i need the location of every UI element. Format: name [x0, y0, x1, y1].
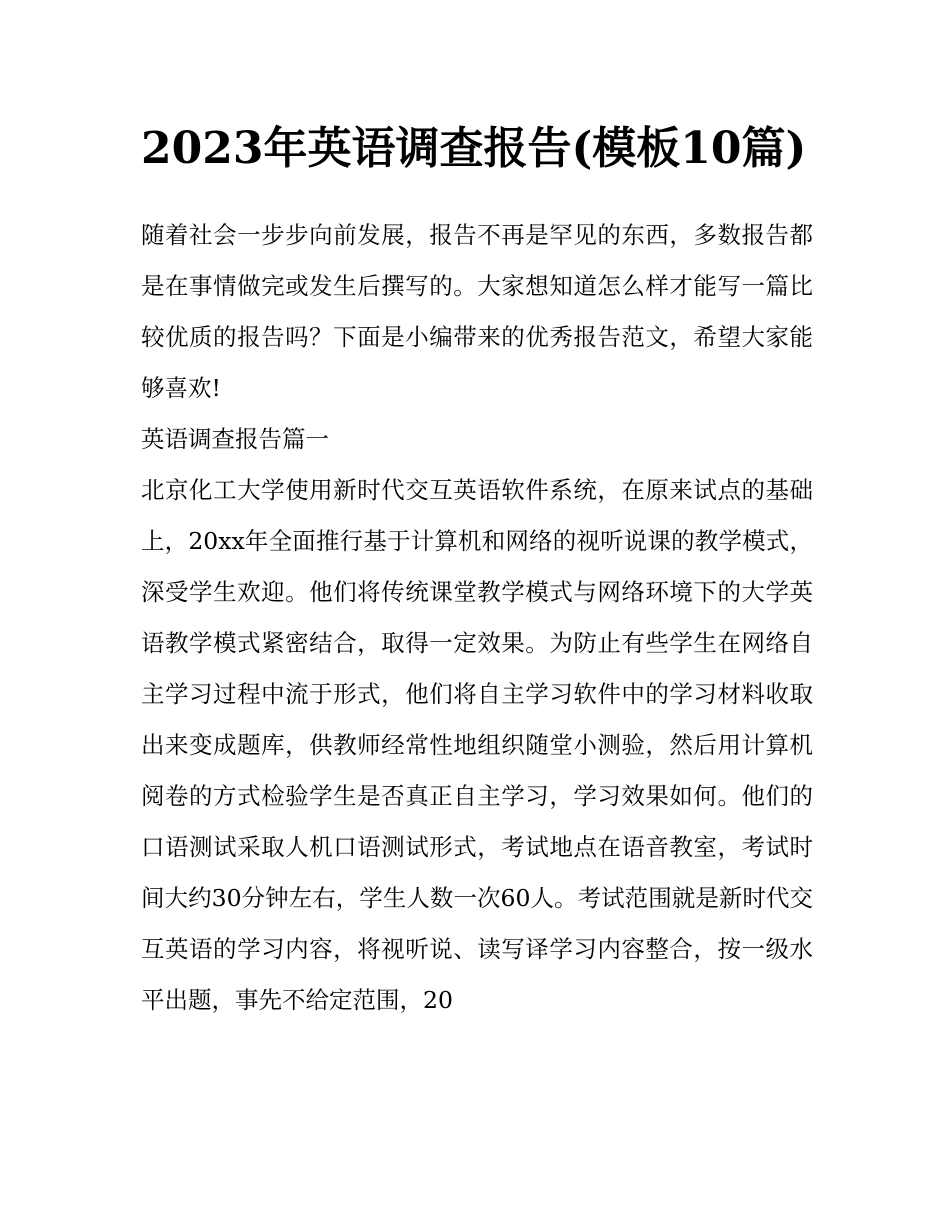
section-body-paragraph: 北京化工大学使用新时代交互英语软件系统，在原来试点的基础上，20xx年全面推行基于计算机和网络的视听说课的教学模式，深受学生欢迎。他们将传统课堂教学模式与网络环境下的大学英语教学模式紧密结合，取得一定效果。为防止有些学生在网络自主学习过程中流于形式，他们将自主学习软件中的学习材料收取出来变成题库，供教师经常性地组织随堂小测验，然后用计算机阅卷的方式检验学生是否真正自主学习，学习效果如何。他们的口语测试采取人机口语测试形式，考试地点在语音教室，考试时间大约30分钟左右，学生人数一次60人。考试范围就是新时代交互英语的学习内容，将视听说、读写译学习内容整合，按一级水平出题，事先不给定范围，20 — [141, 476, 813, 1014]
intro-paragraph: 随着社会一步步向前发展，报告不再是罕见的东西，多数报告都是在事情做完或发生后撰写的。大家想知道怎么样才能写一篇比较优质的报告吗？下面是小编带来的优秀报告范文，希望大家能够喜欢! — [141, 221, 813, 402]
section-heading: 英语调查报告篇一 — [141, 425, 329, 453]
document-content — [141, 112, 813, 1026]
document-title: 2023年英语调查报告(模板10篇) — [141, 123, 807, 174]
